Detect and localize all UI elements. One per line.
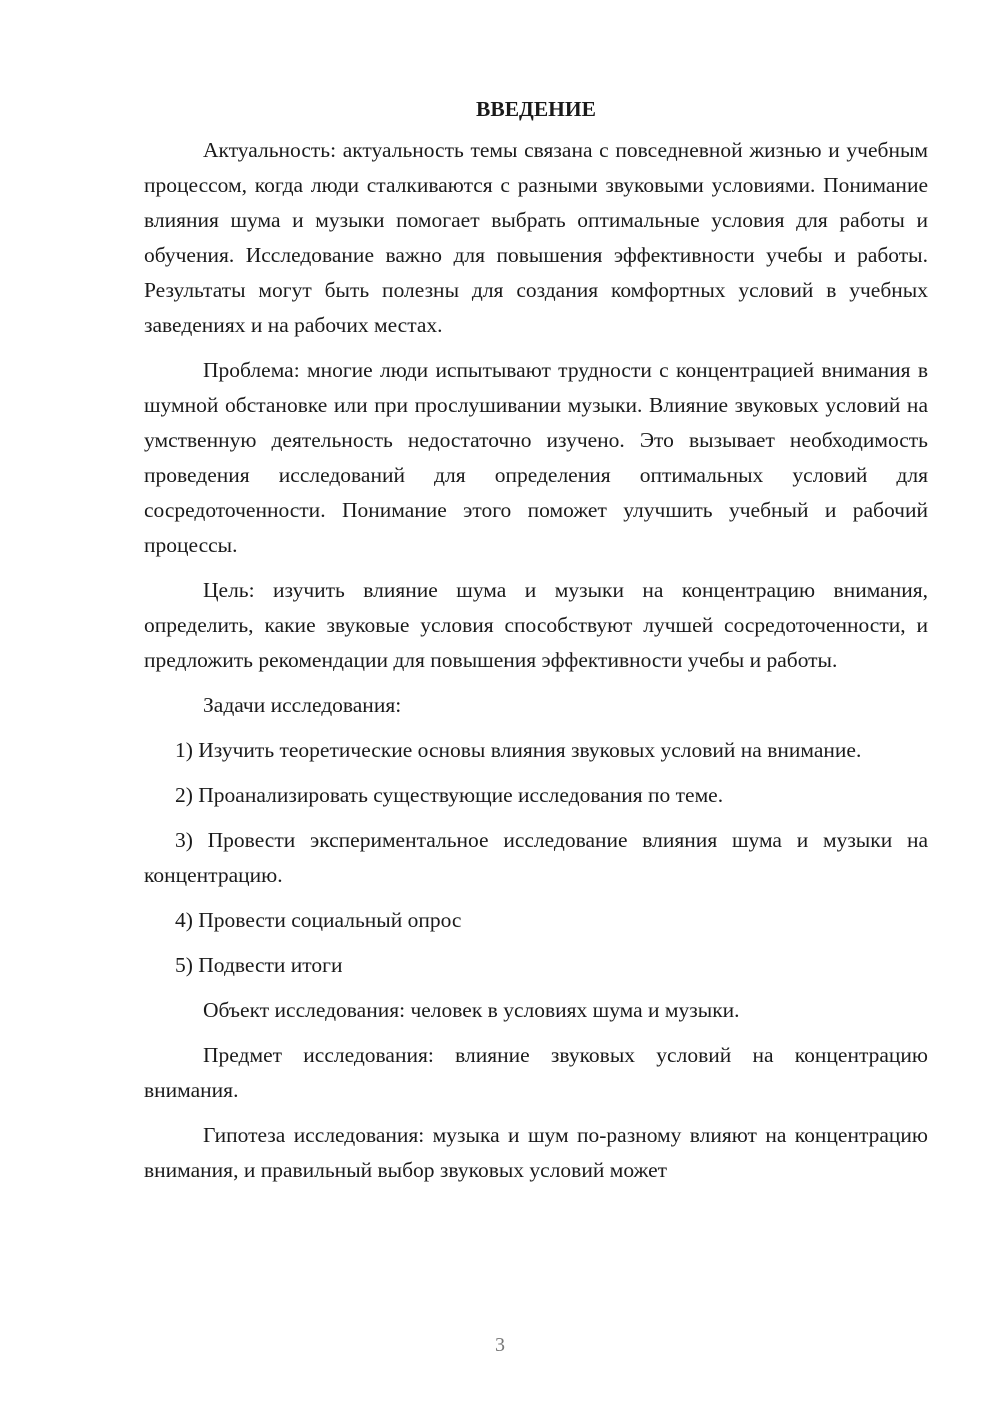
page-title: ВВЕДЕНИЕ bbox=[476, 97, 596, 121]
tasks-heading: Задачи исследования: bbox=[203, 693, 402, 717]
task-item-1: 1) Изучить теоретические основы влияния звуковых условий на внимание. bbox=[175, 738, 862, 762]
object-paragraph: Объект исследования: человек в условиях шума и музыки. bbox=[203, 998, 740, 1022]
relevance-paragraph: Актуальность: актуальность темы связана с повседневной жизнью и учебным процессом, когда люди сталкиваются с разными звуковыми условиями. Понимание влияния шума и музыки помогает выбрать оптимальные условия для работы и обучения. Исследование важно для повышения эффективности учебы и работы. Результаты могут быть полезны для создания комфортных условий в учебных заведениях и на рабочих местах. bbox=[144, 138, 928, 337]
document-page bbox=[144, 95, 928, 1188]
hypothesis-paragraph: Гипотеза исследования: музыка и шум по-разному влияют на концентрацию внимания, и правильный выбор звуковых условий может bbox=[144, 1123, 928, 1182]
tasks-list bbox=[144, 733, 928, 983]
task-item-3: 3) Провести экспериментальное исследование влияния шума и музыки на концентрацию. bbox=[144, 828, 928, 887]
page-number: 3 bbox=[495, 1334, 505, 1356]
task-item-4: 4) Провести социальный опрос bbox=[175, 908, 462, 932]
task-item-2: 2) Проанализировать существующие исследования по теме. bbox=[175, 783, 724, 807]
task-item-5: 5) Подвести итоги bbox=[175, 953, 343, 977]
problem-paragraph: Проблема: многие люди испытывают трудности с концентрацией внимания в шумной обстановке или при прослушивании музыки. Влияние звуковых условий на умственную деятельность недостаточно изучено. Это вызывает необходимость проведения исследований для определения оптимальных условий для сосредоточенности. Понимание этого поможет улучшить учебный и рабочий процессы. bbox=[144, 358, 928, 557]
goal-paragraph: Цель: изучить влияние шума и музыки на концентрацию внимания, определить, какие звуковые условия способствуют лучшей сосредоточенности, и предложить рекомендации для повышения эффективности учебы и работы. bbox=[144, 578, 928, 672]
subject-paragraph: Предмет исследования: влияние звуковых условий на концентрацию внимания. bbox=[144, 1043, 928, 1102]
